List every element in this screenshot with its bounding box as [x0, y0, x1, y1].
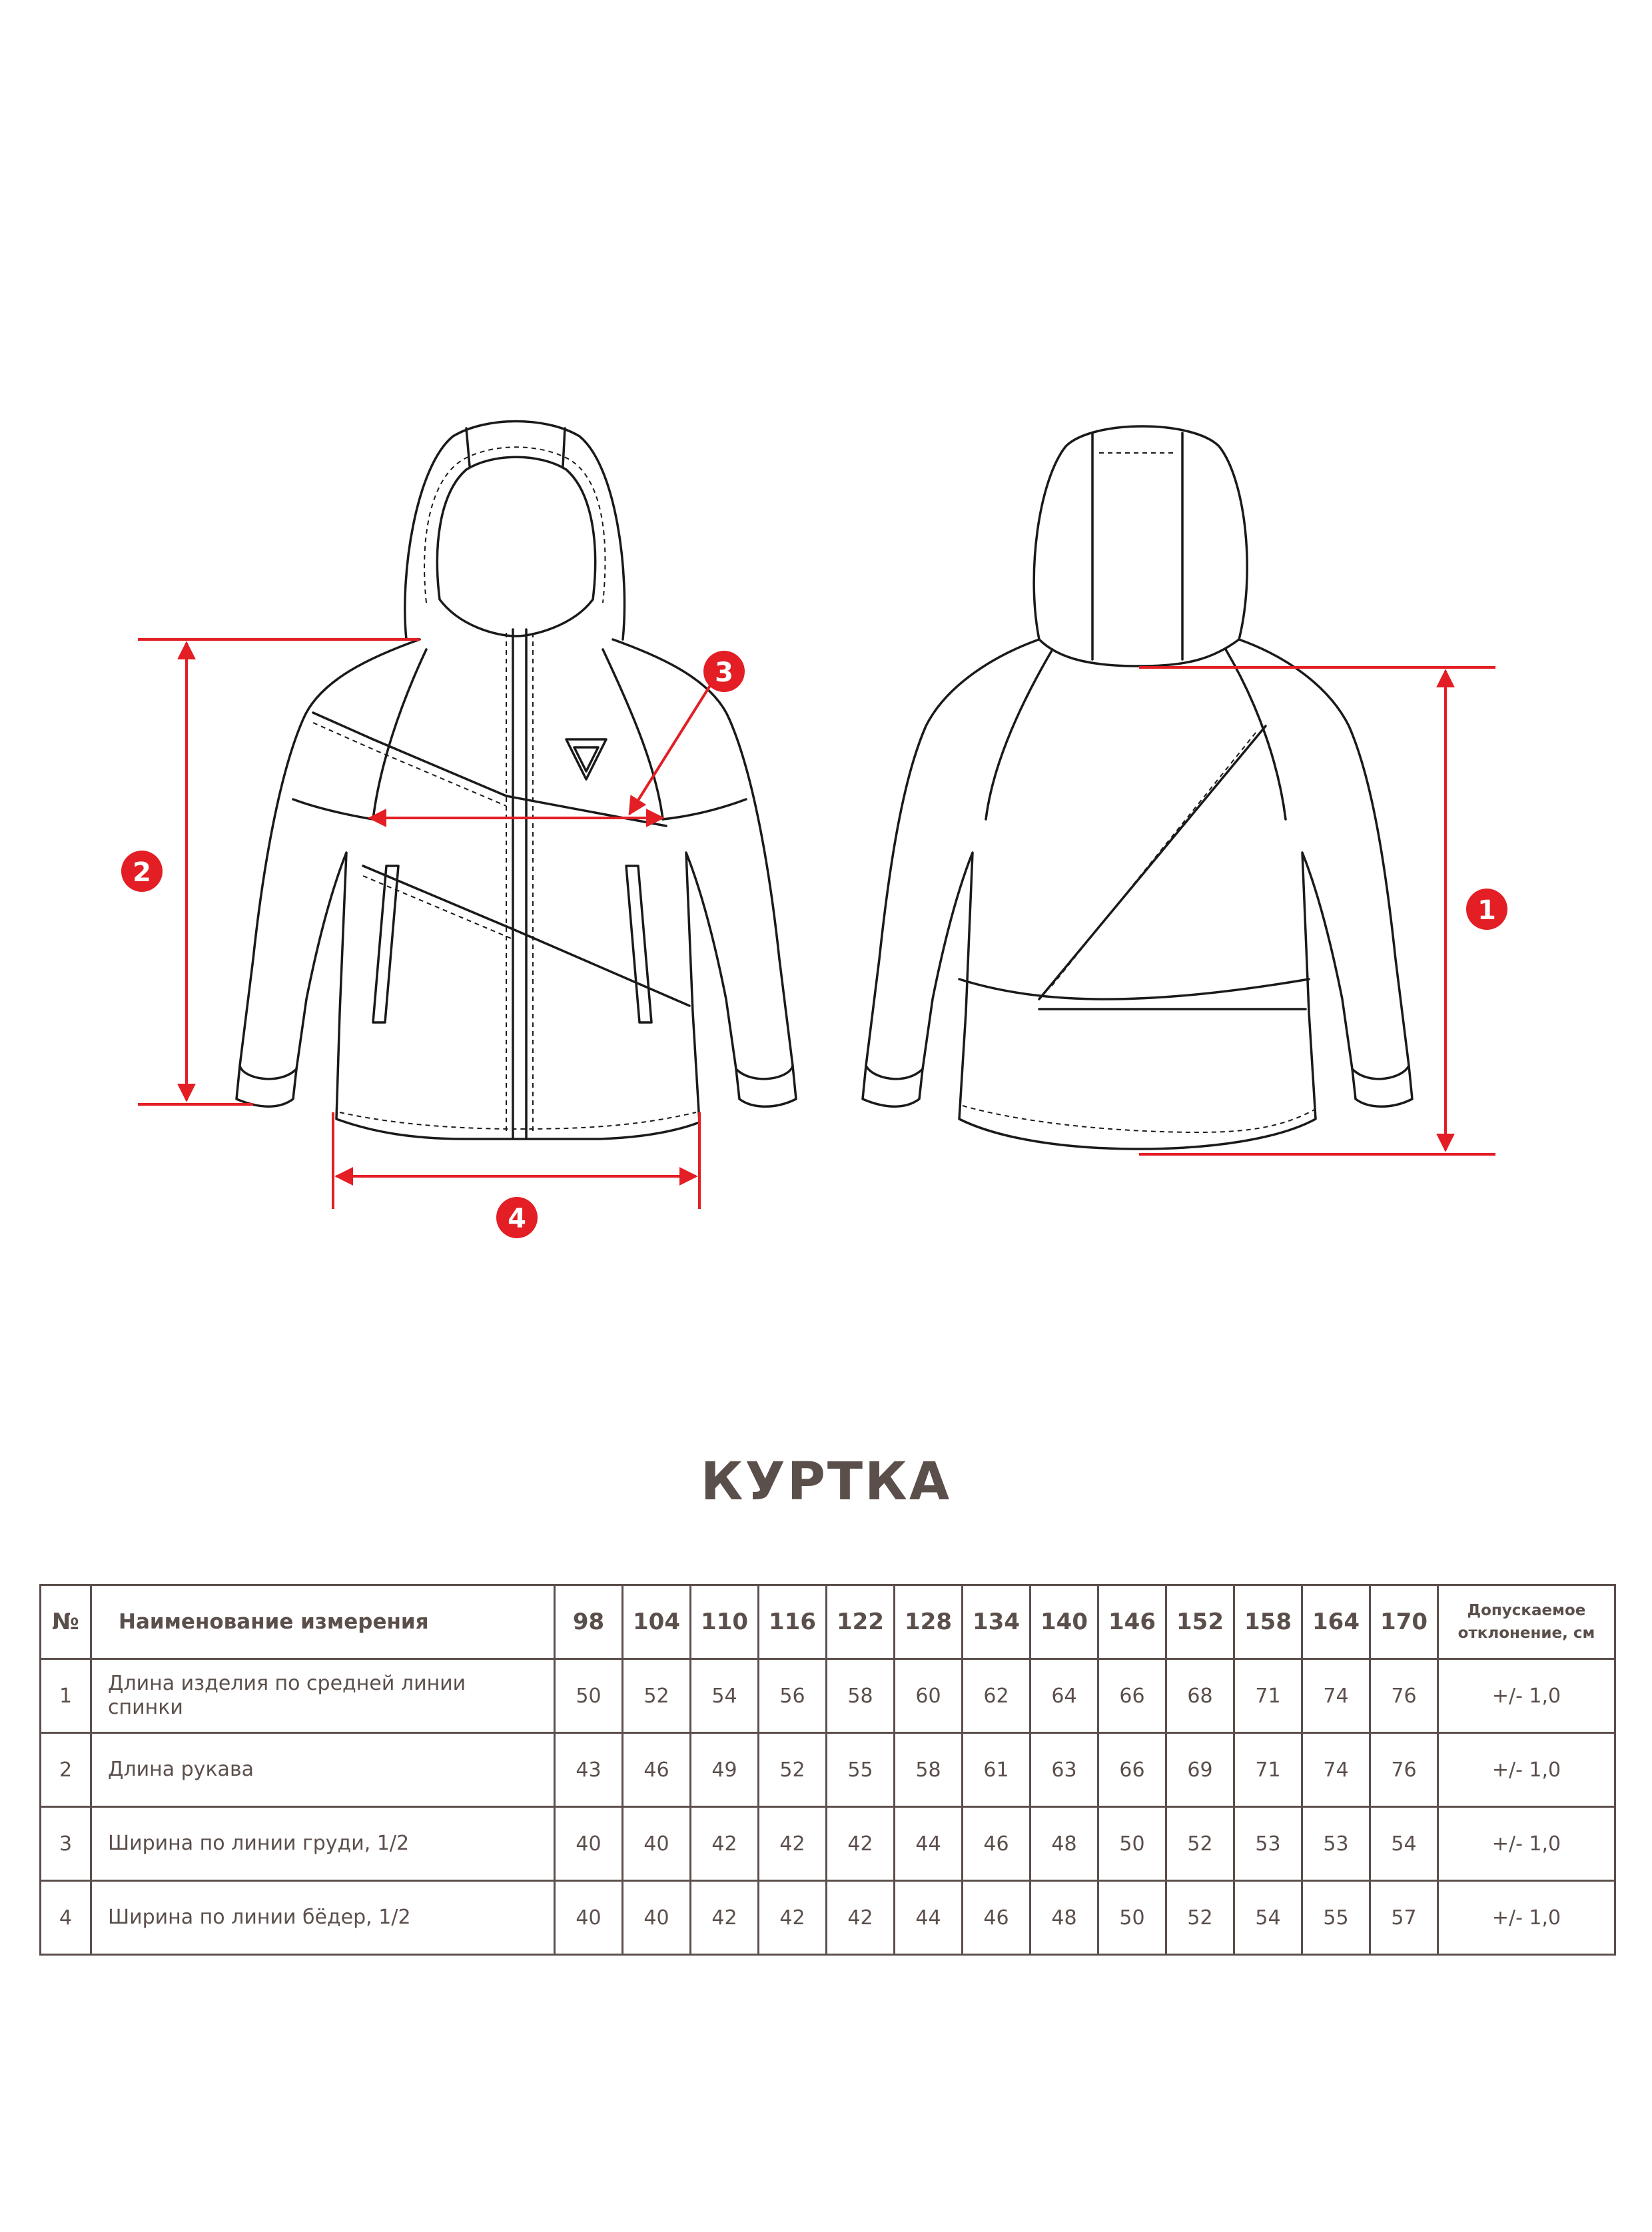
cell-value: 52 — [1166, 1881, 1234, 1955]
cell-value: 60 — [895, 1659, 963, 1733]
cell-value: 54 — [1234, 1881, 1302, 1955]
size-table — [39, 1584, 1616, 1956]
cell-value: 40 — [623, 1807, 691, 1881]
cell-tolerance: +/- 1,0 — [1438, 1807, 1615, 1881]
table-row — [41, 1733, 1615, 1807]
cell-value: 40 — [555, 1807, 623, 1881]
header-size: 98 — [555, 1585, 623, 1659]
row-name: Ширина по линии груди, 1/2 — [91, 1807, 555, 1881]
cell-value: 66 — [1098, 1659, 1166, 1733]
cell-value: 49 — [691, 1733, 759, 1807]
svg-text:1: 1 — [1477, 895, 1496, 926]
cell-tolerance: +/- 1,0 — [1438, 1733, 1615, 1807]
cell-value: 64 — [1031, 1659, 1098, 1733]
page-title: КУРТКА — [700, 1452, 952, 1512]
cell-value: 48 — [1031, 1881, 1098, 1955]
header-name: Наименование измерения — [91, 1585, 555, 1659]
cell-value: 46 — [623, 1733, 691, 1807]
header-size: 158 — [1234, 1585, 1302, 1659]
cell-value: 68 — [1166, 1659, 1234, 1733]
cell-value: 42 — [691, 1881, 759, 1955]
table-row — [41, 1807, 1615, 1881]
jacket-illustration — [0, 373, 1652, 1292]
cell-value: 42 — [827, 1881, 895, 1955]
cell-value: 61 — [963, 1733, 1031, 1807]
row-num: 1 — [41, 1659, 91, 1733]
header-size: 104 — [623, 1585, 691, 1659]
header-size: 146 — [1098, 1585, 1166, 1659]
cell-value: 50 — [1098, 1881, 1166, 1955]
marker-3 — [703, 651, 745, 692]
cell-value: 46 — [963, 1881, 1031, 1955]
table-header-row — [41, 1585, 1615, 1659]
header-size: 116 — [759, 1585, 827, 1659]
cell-value: 43 — [555, 1733, 623, 1807]
svg-text:2: 2 — [133, 857, 151, 888]
cell-value: 55 — [1302, 1881, 1370, 1955]
cell-value: 48 — [1031, 1807, 1098, 1881]
svg-text:3: 3 — [715, 657, 733, 688]
cell-value: 40 — [623, 1881, 691, 1955]
table-row — [41, 1881, 1615, 1955]
cell-value: 53 — [1302, 1807, 1370, 1881]
cell-value: 54 — [691, 1659, 759, 1733]
row-num: 3 — [41, 1807, 91, 1881]
header-num: № — [41, 1585, 91, 1659]
cell-value: 63 — [1031, 1733, 1098, 1807]
cell-value: 58 — [895, 1733, 963, 1807]
header-size: 110 — [691, 1585, 759, 1659]
cell-value: 74 — [1302, 1659, 1370, 1733]
header-size: 170 — [1370, 1585, 1438, 1659]
front-view — [236, 422, 796, 1140]
cell-value: 76 — [1370, 1733, 1438, 1807]
header-size: 152 — [1166, 1585, 1234, 1659]
cell-value: 76 — [1370, 1659, 1438, 1733]
cell-value: 44 — [895, 1881, 963, 1955]
cell-value: 50 — [555, 1659, 623, 1733]
cell-value: 52 — [1166, 1807, 1234, 1881]
row-name: Ширина по линии бёдер, 1/2 — [91, 1881, 555, 1955]
cell-value: 55 — [827, 1733, 895, 1807]
row-name: Длина изделия по средней линии спинки — [91, 1659, 555, 1733]
cell-value: 71 — [1234, 1659, 1302, 1733]
cell-value: 40 — [555, 1881, 623, 1955]
cell-value: 50 — [1098, 1807, 1166, 1881]
cell-value: 69 — [1166, 1733, 1234, 1807]
cell-value: 42 — [827, 1807, 895, 1881]
header-size: 140 — [1031, 1585, 1098, 1659]
header-size: 134 — [963, 1585, 1031, 1659]
cell-value: 46 — [963, 1807, 1031, 1881]
cell-value: 42 — [759, 1881, 827, 1955]
header-size: 122 — [827, 1585, 895, 1659]
cell-tolerance: +/- 1,0 — [1438, 1659, 1615, 1733]
cell-value: 57 — [1370, 1881, 1438, 1955]
cell-value: 53 — [1234, 1807, 1302, 1881]
header-size: 164 — [1302, 1585, 1370, 1659]
header-tolerance: Допускаемое отклонение, см — [1438, 1585, 1615, 1659]
back-view — [863, 426, 1412, 1149]
svg-text:4: 4 — [508, 1204, 526, 1234]
cell-value: 52 — [623, 1659, 691, 1733]
cell-value: 62 — [963, 1659, 1031, 1733]
row-num: 2 — [41, 1733, 91, 1807]
marker-4 — [496, 1197, 538, 1238]
row-num: 4 — [41, 1881, 91, 1955]
marker-1 — [1466, 889, 1507, 930]
cell-value: 54 — [1370, 1807, 1438, 1881]
cell-value: 58 — [827, 1659, 895, 1733]
cell-value: 74 — [1302, 1733, 1370, 1807]
cell-value: 42 — [691, 1807, 759, 1881]
header-size: 128 — [895, 1585, 963, 1659]
cell-value: 66 — [1098, 1733, 1166, 1807]
cell-value: 56 — [759, 1659, 827, 1733]
cell-value: 52 — [759, 1733, 827, 1807]
marker-2 — [121, 851, 163, 892]
cell-value: 71 — [1234, 1733, 1302, 1807]
cell-value: 44 — [895, 1807, 963, 1881]
cell-value: 42 — [759, 1807, 827, 1881]
cell-tolerance: +/- 1,0 — [1438, 1881, 1615, 1955]
row-name: Длина рукава — [91, 1733, 555, 1807]
table-row — [41, 1659, 1615, 1733]
